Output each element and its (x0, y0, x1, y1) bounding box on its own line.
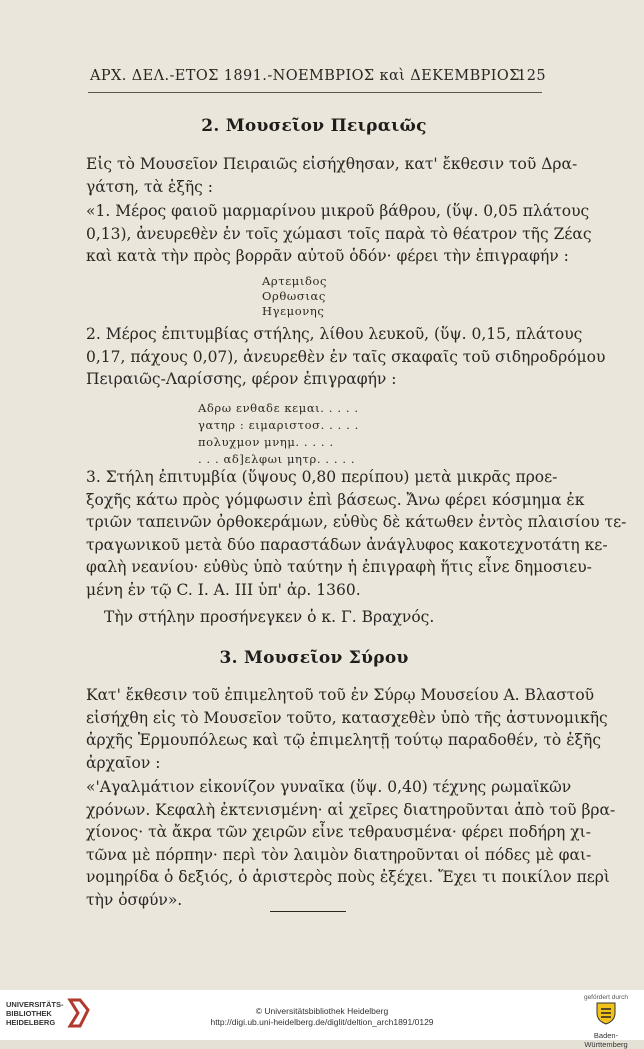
header-rule (88, 92, 542, 93)
inscription-2 (198, 400, 359, 468)
digitization-footer (0, 990, 644, 1049)
inscription-line: Ορθωσιας (262, 289, 326, 303)
text-line: «'Αγαλμάτιον εἰκονίζον γυναῖκα (ὕψ. 0,40) τέχνης ρωμαϊκῶν (86, 778, 572, 796)
text-line: 0,13), ἀνευρεθὲν ἐν τοῖς χώμασι τοῖς παρὰ τὸ θέατρον τῆς Ζέας (86, 224, 592, 243)
text-line: φαλὴ νεανίου· εὐθὺς ὑπὸ ταύτην ἡ ἐπιγραφὴ ἥτις εἶνε δημοσιευ- (86, 558, 592, 577)
text-line: χρόνων. Κεφαλὴ ἐκτενισμένη· αἱ χεῖρες διατηροῦνται ἀπὸ τοῦ βρα- (86, 800, 616, 819)
inscription-line: Ηγεμονης (262, 304, 325, 318)
text-line: «1. Μέρος φαιοῦ μαρμαρίνου μικροῦ βάθρου, (ὕψ. 0,05 πλάτους (86, 202, 590, 220)
library-name-line: HEIDELBERG (6, 1018, 56, 1027)
library-name-line: BIBLIOTHEK (6, 1009, 52, 1018)
section-2-closing (86, 606, 542, 629)
inscription-line: γατηρ : ειμαριστοσ. . . . . (198, 418, 359, 432)
text-line: τραγωνικοῦ μετὰ δύο παραστάδων ἀνάγλυφος κακοτεχνοτάτη κε- (86, 535, 608, 554)
inscription-line: Αρτεμιδος (262, 274, 328, 288)
section-3-item (86, 776, 616, 912)
section-2-intro (86, 153, 578, 198)
text-line: χίονος· τὰ ἄκρα τῶν χειρῶν εἶνε τεθραυσμένα· φέρει ποδήρη χι- (86, 823, 591, 842)
permalink[interactable]: http://digi.ub.uni-heidelberg.de/diglit/deltion_arch1891/0129 (210, 1017, 434, 1027)
text-line: 0,17, πάχους 0,07), ἀνευρεθὲν ἐν ταῖς σκαφαῖς τοῦ σιδηροδρόμου (86, 347, 606, 366)
library-name-line: UNIVERSITÄTS- (6, 1000, 64, 1009)
inscription-line: Αδρω ενθαδε κεμαι. . . . . (198, 401, 359, 415)
inscription-1 (262, 274, 327, 319)
text-line: εἰσήχθη εἰς τὸ Μουσεῖον τοῦτο, κατασχεθὲν ὑπὸ τῆς ἀστυνομικῆς (86, 708, 608, 727)
text-line: Τὴν στήλην προσήνεγκεν ὁ κ. Γ. Βραχνός. (104, 608, 435, 626)
sponsor-label: gefördert durch (583, 994, 629, 1001)
copyright-text: © Universitätsbibliothek Heidelberg (255, 1006, 389, 1016)
inscription-line: πολυχμον μνημ. . . . . (198, 435, 334, 449)
text-line: Κατ' ἔκθεσιν τοῦ ἐπιμελητοῦ τοῦ ἐν Σύρῳ Μουσείου Α. Βλαστοῦ (86, 686, 595, 704)
copyright-notice (0, 1006, 644, 1028)
text-line: τῶνα μὲ πόρπην· περὶ τὸν λαιμὸν διατηροῦνται οἱ πόδες μὲ φαι- (86, 845, 592, 864)
text-line: ξοχῆς κάτω πρὸς γόμφωσιν ἐπὶ βάσεως. Ἄνω φέρει κόσμημα ἐκ (86, 490, 585, 509)
text-line: νομηρίδα ὁ δεξιός, ὁ ἀριστερὸς ποὺς ἐξέχει. Ἔχει τι ποικίλον περὶ (86, 868, 610, 887)
text-line: Πειραιῶς-Λαρίσσης, φέρον ἐπιγραφήν : (86, 370, 397, 389)
section-2-item-2 (86, 323, 606, 391)
sponsor-name: Baden-Württemberg (584, 1031, 628, 1049)
section-3-title: 3. Μουσεῖον Σύρου (219, 648, 409, 668)
text-line: καὶ κατὰ τὴν πρὸς βορρᾶν αὐτοῦ ὁδόν· φέρει τὴν ἐπιγραφήν : (86, 247, 569, 266)
coat-of-arms-icon (595, 1001, 617, 1025)
text-line: Εἰς τὸ Μουσεῖον Πειραιῶς εἰσήχθησαν, κατ' ἔκθεσιν τοῦ Δρα- (86, 155, 578, 173)
text-line: 2. Μέρος ἐπιτυμβίας στήλης, λίθου λευκοῦ, (ὕψ. 0,15, πλάτους (86, 325, 583, 343)
text-line: μένη ἐν τῷ C. I. A. III ὑπ' ἀρ. 1360. (86, 580, 361, 599)
section-2-item-3 (86, 466, 627, 602)
text-line: ἀρχῆς Ἑρμουπόλεως καὶ τῷ ἐπιμελητῇ τούτῳ παραδοθέν, τὸ ἑξῆς (86, 731, 602, 750)
section-2-item-1 (86, 200, 592, 268)
text-line: γάτση, τὰ ἑξῆς : (86, 177, 213, 196)
sponsor-block (576, 994, 636, 1049)
end-rule (270, 911, 346, 912)
section-3-intro (86, 684, 608, 774)
running-head-title: ΑΡΧ. ΔΕΛ.-ΕΤΟΣ 1891.-ΝΟΕΜΒΡΙΟΣ καὶ ΔΕΚΕΜΒΡΙΟΣ (90, 68, 520, 84)
text-line: τὴν ὀσφύν». (86, 890, 183, 909)
text-line: ἀρχαῖον : (86, 753, 161, 772)
text-line: 3. Στήλη ἐπιτυμβία (ὕψους 0,80 περίπου) μετὰ μικρᾶς προε- (86, 468, 558, 486)
inscription-line: . . . αδ]ελφωι μητρ. . . . . (198, 452, 356, 466)
text-line: τριῶν ταπεινῶν ὀρθοκεράμων, εὐθὺς δὲ κάτωθεν ἐντὸς πλαισίου τε- (86, 513, 627, 532)
page-number: 125 (517, 68, 546, 84)
section-2-title: 2. Μουσεῖον Πειραιῶς (201, 116, 427, 136)
